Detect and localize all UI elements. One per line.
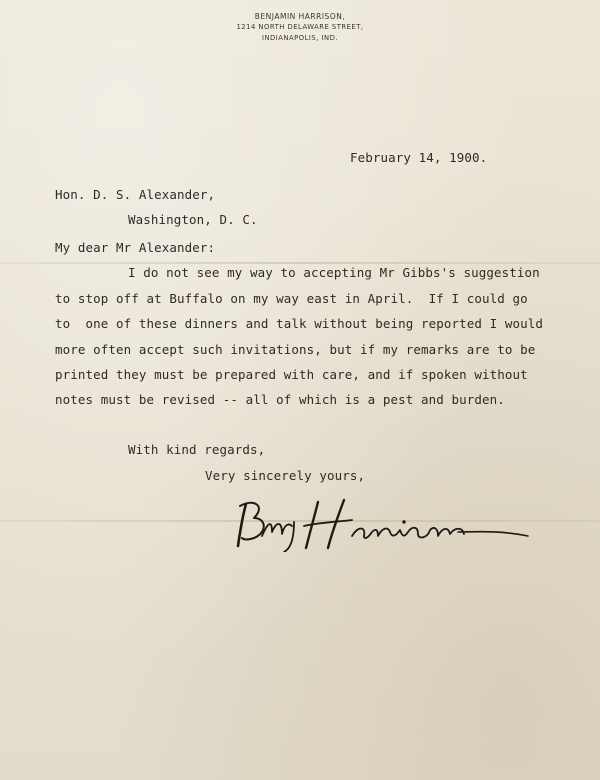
closing-line: Very sincerely yours, <box>205 468 366 483</box>
body-line-1: I do not see my way to accepting Mr Gibbs's suggestion <box>128 265 540 280</box>
recipient-city: Washington, D. C. <box>128 212 258 227</box>
body-line-6: notes must be revised -- all of which is a pest and burden. <box>55 392 505 407</box>
body-line-3: to one of these dinners and talk without being reported I would <box>55 316 544 331</box>
regards-line: With kind regards, <box>128 442 266 457</box>
recipient-name: Hon. D. S. Alexander, <box>55 187 216 202</box>
letterhead-name: BENJAMIN HARRISON, <box>254 12 346 21</box>
handwritten-signature <box>232 492 532 552</box>
body-line-5: printed they must be prepared with care, and if spoken without <box>55 367 528 382</box>
salutation: My dear Mr Alexander: <box>55 240 216 255</box>
fold-crease-upper <box>0 262 600 264</box>
body-line-4: more often accept such invitations, but if my remarks are to be <box>55 342 536 357</box>
letter-date: February 14, 1900. <box>350 150 488 165</box>
letterhead-street: 1214 NORTH DELAWARE STREET, <box>236 23 364 31</box>
body-line-2: to stop off at Buffalo on my way east in April. If I could go <box>55 291 528 306</box>
letterhead-city: INDIANAPOLIS, IND. <box>261 34 339 42</box>
